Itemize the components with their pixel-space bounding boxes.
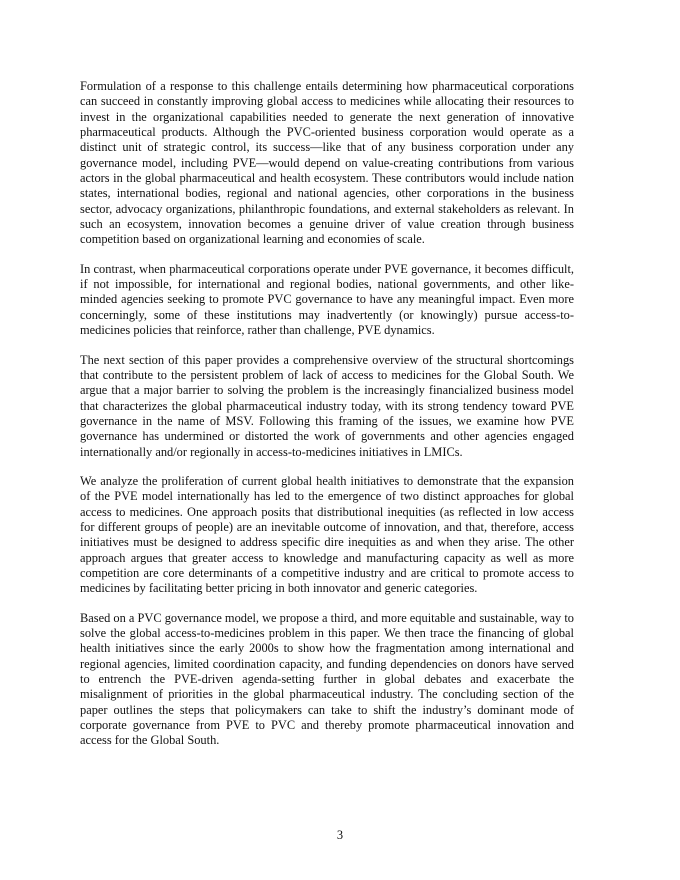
- paragraph-4: We analyze the proliferation of current global health initiatives to demonstrate that the expansion of the PVE model internationally has led to the emergence of two distinct approaches for global access to medicines. One approach posits that distributional inequities (as reflected in low access for different groups of people) are an inevitable outcome of innovation, and that, therefore, access initiatives must be designed to address specific dire inequities as and when they arise. The other approach argues that greater access to knowledge and manufacturing capacity as well as more competition are core determinants of a competitive industry and are critical to promote access to medicines by facilitating better pricing in both innovator and generic categories.: [80, 473, 574, 596]
- paragraph-1: Formulation of a response to this challenge entails determining how pharmaceutical corporations can succeed in constantly improving global access to medicines while allocating their resources to invest in the organizational capabilities needed to generate the next generation of innovative pharmaceutical products. Although the PVC-oriented business corporation would operate as a distinct unit of strategic control, its success—like that of any business corporation under any governance model, including PVE—would depend on value-creating contributions from various actors in the global pharmaceutical and health ecosystem. These contributors would include nation states, international bodies, regional and national agencies, other corporations in the business sector, advocacy organizations, philanthropic foundations, and external stakeholders as relevant. In such an ecosystem, innovation becomes a genuine driver of value creation through business competition based on organizational learning and economies of scale.: [80, 79, 574, 247]
- paragraph-2: In contrast, when pharmaceutical corporations operate under PVE governance, it becomes difficult, if not impossible, for international and regional bodies, national governments, and other like-minded agencies seeking to promote PVC governance to have any meaningful impact. Even more concerningly, some of these institutions may inadvertently (or knowingly) pursue access-to-medicines policies that reinforce, rather than challenge, PVE dynamics.: [80, 261, 574, 338]
- paragraph-5: Based on a PVC governance model, we propose a third, and more equitable and sustainable, way to solve the global access-to-medicines problem in this paper. We then trace the financing of global health initiatives since the early 2000s to show how the fragmentation among international and regional agencies, limited coordination capacity, and funding dependencies on donors have served to entrench the PVE-driven agenda-setting further in global debates and exacerbate the misalignment of priorities in the global pharmaceutical industry. The concluding section of the paper outlines the steps that policymakers can take to shift the industry’s dominant mode of corporate governance from PVE to PVC and thereby promote pharmaceutical innovation and access for the Global South.: [80, 610, 574, 748]
- document-body: [80, 79, 574, 763]
- paragraph-3: The next section of this paper provides a comprehensive overview of the structural shortcomings that contribute to the persistent problem of lack of access to medicines for the Global South. We argue that a major barrier to solving the problem is the increasingly financialized business model that characterizes the global pharmaceutical industry today, with its strong tendency toward PVE governance in the name of MSV. Following this framing of the issues, we examine how PVE governance has undermined or distorted the work of governments and other agencies engaged internationally and/or regionally in access-to-medicines initiatives in LMICs.: [80, 352, 574, 459]
- page-number: 3: [336, 828, 344, 842]
